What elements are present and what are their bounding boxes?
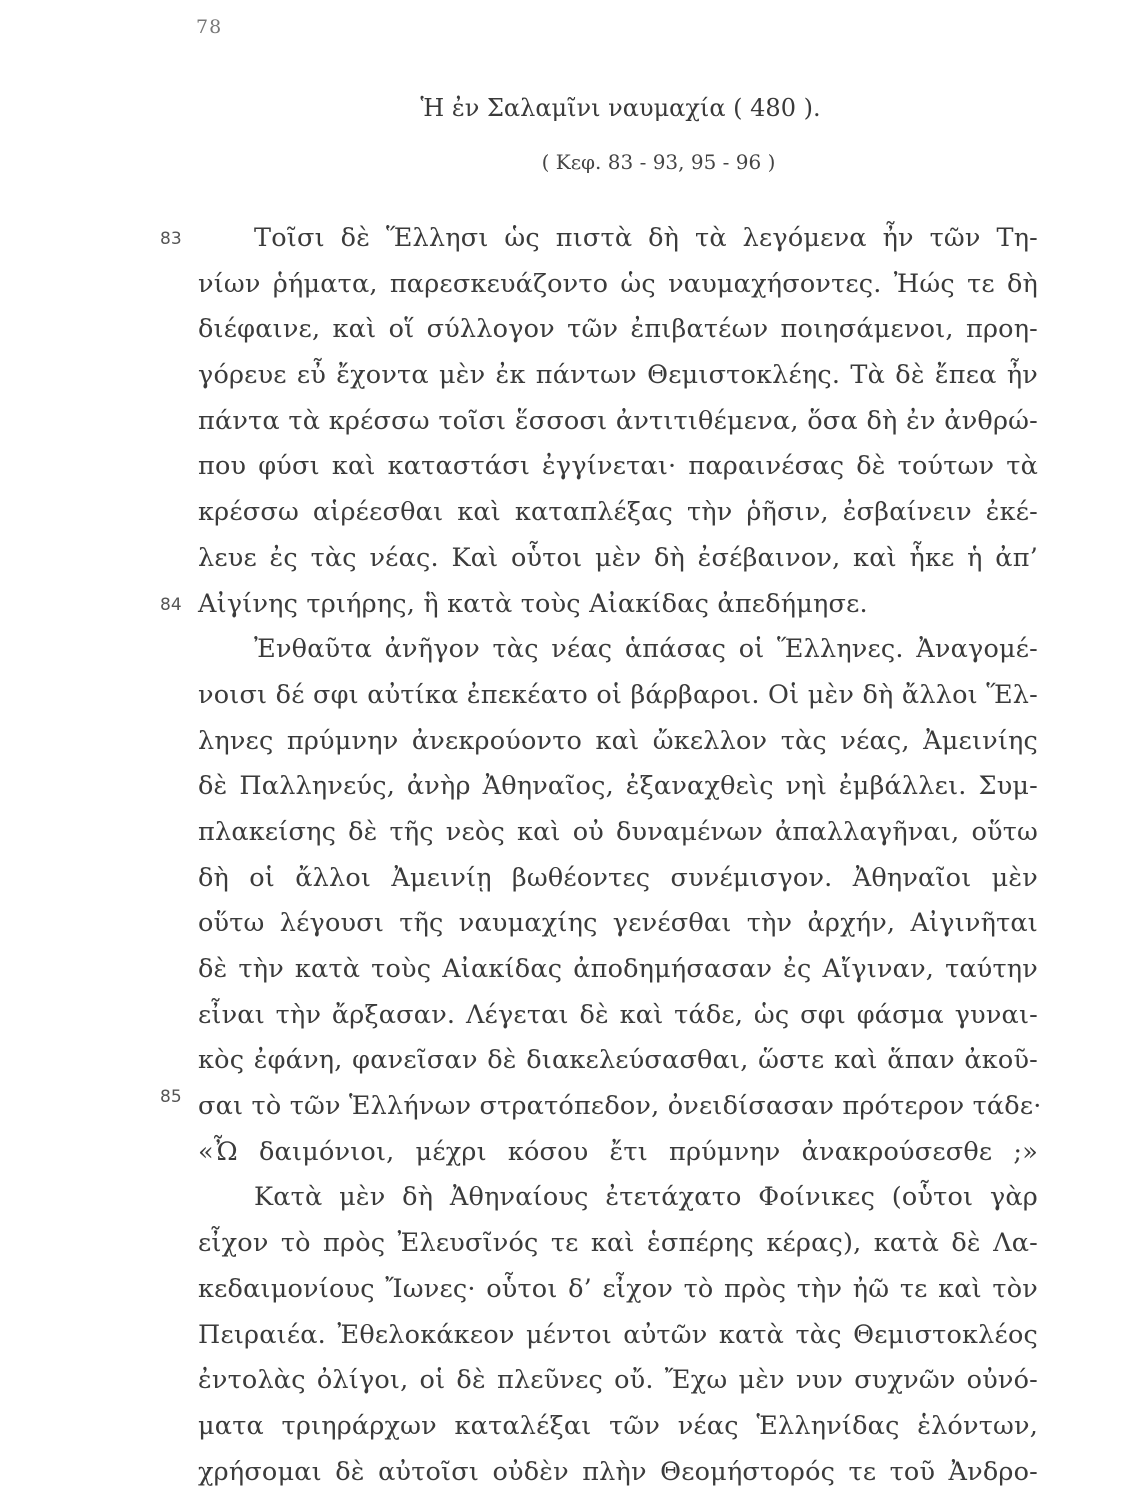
- text-line: κὸς ἐφάνη, φανεῖσαν δὲ διακελεύσασθαι, ὥστε καὶ ἅπαν ἀκοῦ-: [198, 1045, 1038, 1076]
- margin-number-83: 83: [160, 229, 182, 249]
- text-line: ληνες πρύμνην ἀνεκρούοντο καὶ ὤκελλον τὰς νέας, Ἀμεινίης: [198, 725, 1038, 756]
- text-line: πάντα τὰ κρέσσω τοῖσι ἕσσοσι ἀντιτιθέμενα, ὅσα δὴ ἐν ἀνθρώ-: [198, 405, 1038, 436]
- text-line: που φύσι καὶ καταστάσι ἐγγίνεται· παραινέσας δὲ τούτων τὰ: [198, 451, 1038, 482]
- text-line: Αἰγίνης τριήρης, ἣ κατὰ τοὺς Αἰακίδας ἀπεδήμησε.: [198, 588, 868, 619]
- chapter-subtitle: ( Κεφ. 83 - 93, 95 - 96 ): [541, 150, 776, 174]
- text-line: Κατὰ μὲν δὴ Ἀθηναίους ἐτετάχατο Φοίνικες (οὗτοι γὰρ: [254, 1182, 1038, 1213]
- text-line: δὴ οἱ ἄλλοι Ἀμεινίῃ βωθέοντες συνέμισγον. Ἀθηναῖοι μὲν: [198, 862, 1038, 893]
- text-line: ἐντολὰς ὀλίγοι, οἱ δὲ πλεῦνες οὔ. Ἔχω μὲν νυν συχνῶν οὐνό-: [198, 1365, 1038, 1396]
- page-number: 78: [196, 16, 223, 38]
- text-line: διέφαινε, καὶ οἵ σύλλογον τῶν ἐπιβατέων ποιησάμενοι, προη-: [198, 314, 1038, 345]
- text-line: «Ὦ δαιμόνιοι, μέχρι κόσου ἔτι πρύμνην ἀνακρούσεσθε ;»: [198, 1136, 1038, 1167]
- text-line: λευε ἐς τὰς νέας. Καὶ οὗτοι μὲν δὴ ἐσέβαινον, καὶ ἧκε ἡ ἀπ’: [198, 542, 1038, 573]
- margin-number-84: 84: [160, 595, 182, 615]
- text-line: κεδαιμονίους Ἴωνες· οὗτοι δ’ εἶχον τὸ πρὸς τὴν ἠῶ τε καὶ τὸν: [198, 1273, 1038, 1304]
- text-line: δὲ Παλληνεύς, ἀνὴρ Ἀθηναῖος, ἐξαναχθεὶς νηὶ ἐμβάλλει. Συμ-: [198, 771, 1038, 802]
- text-line: πλακείσης δὲ τῆς νεὸς καὶ οὐ δυναμένων ἀπαλλαγῆναι, οὕτω: [198, 816, 1038, 847]
- text-line: κρέσσω αἱρέεσθαι καὶ καταπλέξας τὴν ῥῆσιν, ἐσβαίνειν ἐκέ-: [198, 497, 1038, 528]
- text-line: Πειραιέα. Ἐθελοκάκεον μέντοι αὐτῶν κατὰ τὰς Θεμιστοκλέος: [198, 1319, 1038, 1350]
- margin-number-85: 85: [160, 1087, 182, 1107]
- chapter-title: Ἡ ἐν Σαλαμῖνι ναυμαχία ( 480 ).: [420, 94, 821, 122]
- text-line: νοισι δέ σφι αὐτίκα ἐπεκέατο οἱ βάρβαροι. Οἱ μὲν δὴ ἄλλοι Ἕλ-: [198, 679, 1038, 710]
- text-line: χρήσομαι δὲ αὐτοῖσι οὐδὲν πλὴν Θεομήστορός τε τοῦ Ἀνδρο-: [198, 1456, 1038, 1487]
- text-line: δὲ τὴν κατὰ τοὺς Αἰακίδας ἀποδημήσασαν ἐς Αἴγιναν, ταύτην: [198, 954, 1038, 984]
- body-text: [198, 216, 1042, 1495]
- text-line: σαι τὸ τῶν Ἑλλήνων στρατόπεδον, ὀνειδίσασαν πρότερον τάδε·: [198, 1091, 1042, 1122]
- text-line: νίων ῥήματα, παρεσκευάζοντο ὡς ναυμαχήσοντες. Ἠώς τε δὴ: [198, 268, 1038, 299]
- text-line: εἶναι τὴν ἄρξασαν. Λέγεται δὲ καὶ τάδε, ὡς σφι φάσμα γυναι-: [198, 999, 1038, 1030]
- text-line: ματα τριηράρχων καταλέξαι τῶν νέας Ἑλληνίδας ἑλόντων,: [198, 1410, 1038, 1441]
- text-line: οὕτω λέγουσι τῆς ναυμαχίης γενέσθαι τὴν ἀρχήν, Αἰγινῆται: [198, 908, 1038, 939]
- text-line: γόρευε εὖ ἔχοντα μὲν ἐκ πάντων Θεμιστοκλέης. Τὰ δὲ ἔπεα ἦν: [198, 360, 1038, 391]
- text-line: Ἐνθαῦτα ἀνῆγον τὰς νέας ἁπάσας οἱ Ἕλληνες. Ἀναγομέ-: [254, 634, 1038, 665]
- text-line: εἶχον τὸ πρὸς Ἐλευσῖνός τε καὶ ἑσπέρης κέρας), κατὰ δὲ Λα-: [198, 1228, 1038, 1259]
- text-line: Τοῖσι δὲ Ἕλλησι ὡς πιστὰ δὴ τὰ λεγόμενα ἦν τῶν Τη-: [254, 223, 1038, 253]
